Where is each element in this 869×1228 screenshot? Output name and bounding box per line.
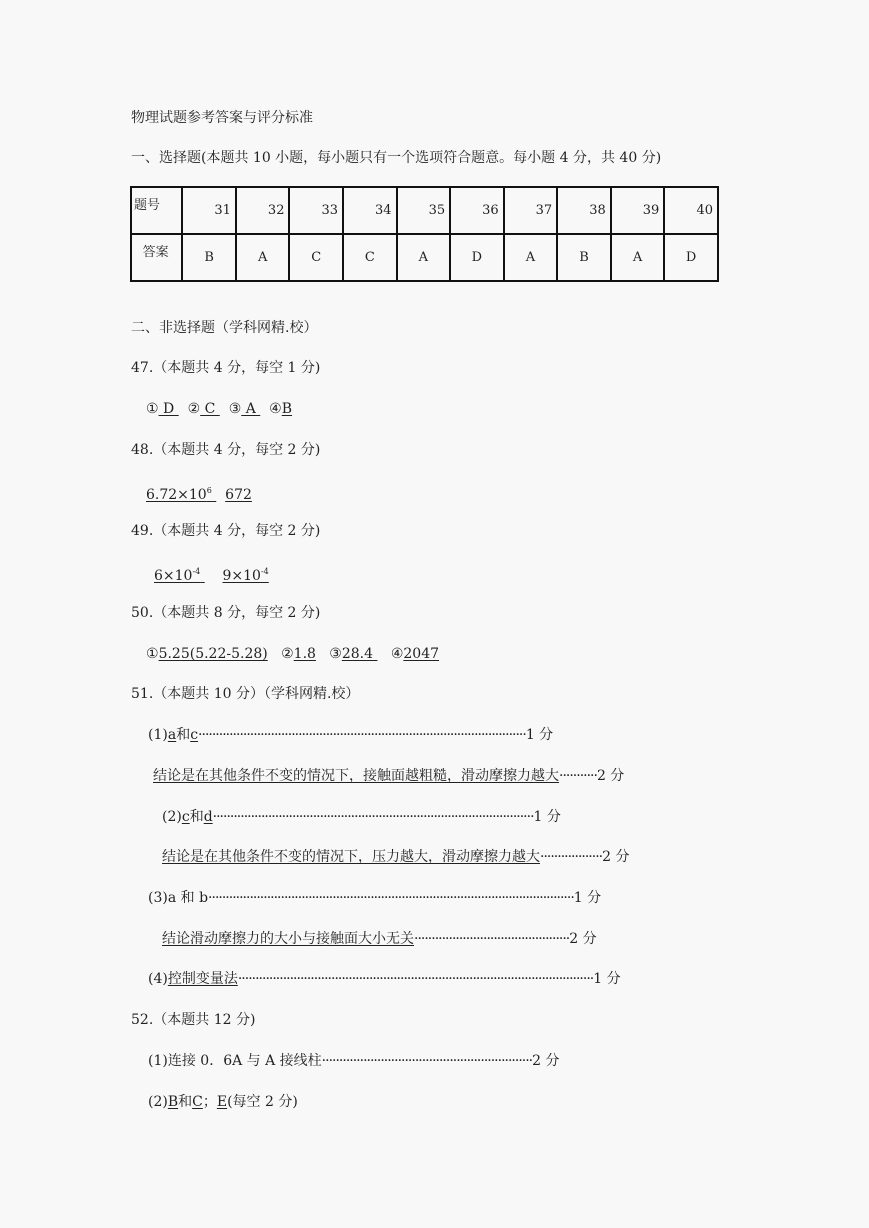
q51-p4-answer: 控制变量法 [167,971,238,987]
q51-p3-score: 1 分 [573,890,602,906]
question-number-cell: 39 [611,187,665,234]
q52-p2-note: (每空 2 分) [227,1094,298,1110]
q48-answer-2: 672 [225,487,252,503]
q51-part2-conclusion: 结论是在其他条件不变的情况下，压力越大，滑动摩擦力越大··················2 分 [162,849,630,865]
section1-heading: 一、选择题(本题共 10 小题，每小题只有一个选项符合题意。每小题 4 分，共 40 分) [131,150,662,166]
answer-cell: D [664,234,718,281]
q47-answer-4: B [281,401,293,417]
q52-p2-c: C [192,1094,203,1110]
question-number-cell: 32 [236,187,290,234]
q50-answer-2: 1.8 [293,646,316,662]
q51-p1c-score: 2 分 [596,768,625,784]
q51-part1-conclusion: 结论是在其他条件不变的情况下，接触面越粗糙，滑动摩擦力越大···········2 分 [153,768,625,784]
q47-answer-1: D [158,401,179,417]
q50-mark-3: ③ [329,646,342,662]
q50-mark-1: ① [146,646,159,662]
q51-p2c-score: 2 分 [602,849,630,865]
answer-cell: A [397,234,451,281]
q50-answer-1: 5.25(5.22-5.28) [158,646,268,662]
q50-answer-4: 2047 [403,646,440,662]
q47-mark-1: ① [146,401,159,417]
q51-part3: (3)a 和 b··········································································································1 分 [148,890,602,906]
q50-answers [146,644,439,664]
q48-header: 48.（本题共 4 分，每空 2 分) [131,442,321,458]
q50-mark-2: ② [281,646,294,662]
question-number-cell: 34 [343,187,397,234]
q48-answer-1: $6.72\times 10^6$ [146,486,212,503]
answer-cell: C [289,234,343,281]
question-number-cell: 35 [397,187,451,234]
question-number-cell: 33 [289,187,343,234]
question-number-cell: 40 [664,187,718,234]
q51-p2-score: 1 分 [533,809,561,825]
q52-part1: (1)连接 0．6A 与 A 接线柱·····························································2 分 [148,1053,560,1069]
table-row-numbers [131,187,718,234]
q52-header: 52.（本题共 12 分) [131,1012,256,1028]
answer-cell: C [343,234,397,281]
answer-table [130,186,719,282]
q51-part4: (4)控制变量法·······································································································1 分 [148,971,621,987]
q52-p2-e: E [216,1094,228,1110]
answer-cell: B [557,234,611,281]
q47-answer-3: A [241,401,261,417]
q47-mark-4: ④ [269,401,282,417]
q51-p3c-score: 2 分 [569,931,597,947]
q50-answer-3: 28.4 [341,646,378,662]
q50-header: 50.（本题共 8 分，每空 2 分) [131,605,321,621]
q52-part2: (2)B和C；E(每空 2 分) [148,1094,298,1110]
q51-p2-d: d [203,809,213,825]
q52-p1-score: 2 分 [532,1053,560,1069]
q51-part3-conclusion: 结论滑动摩擦力的大小与接触面大小无关·············································2 分 [162,931,597,947]
q48-answers [146,481,252,505]
page-title: 物理试题参考答案与评分标准 [131,110,313,126]
answer-cell: A [504,234,558,281]
q50-mark-4: ④ [390,646,404,662]
q47-header: 47.（本题共 4 分，每空 1 分) [131,360,321,376]
answer-cell: A [236,234,290,281]
answer-cell: B [182,234,236,281]
q51-p4-score: 1 分 [593,971,621,987]
q47-mark-3: ③ [228,401,242,417]
q51-part2: (2)c和d·····························································································1 分 [162,809,561,825]
q49-answer-1: $6\times 10^{-4}$ [154,567,201,584]
q49-answer-2: $9\times 10^{-4}$ [222,567,269,584]
q49-header: 49.（本题共 4 分，每空 2 分) [131,523,321,539]
table-row-answers [131,234,718,281]
q51-p1-score: 1 分 [525,727,554,743]
q51-p2-c: c [181,809,190,825]
q51-p1-a: a [167,727,177,743]
q52-p2-b: B [167,1094,179,1110]
answer-cell: D [450,234,504,281]
question-number-cell: 31 [182,187,236,234]
q51-part1: (1)a和c·······························································································1 分 [148,727,554,743]
answer-cell: A [611,234,665,281]
q51-p1-c: c [190,727,199,743]
q47-answers [146,399,292,419]
q47-answer-2: C [200,401,220,417]
question-number-cell: 36 [450,187,504,234]
row-header-number: 题号 [131,187,182,234]
q51-header: 51.（本题共 10 分）（学科网精.校） [131,686,360,702]
row-header-answer: 答案 [131,234,182,281]
q47-mark-2: ② [187,401,201,417]
section2-heading: 二、非选择题（学科网精.校） [131,320,318,336]
question-number-cell: 37 [504,187,558,234]
q49-answers [154,562,269,586]
question-number-cell: 38 [557,187,611,234]
